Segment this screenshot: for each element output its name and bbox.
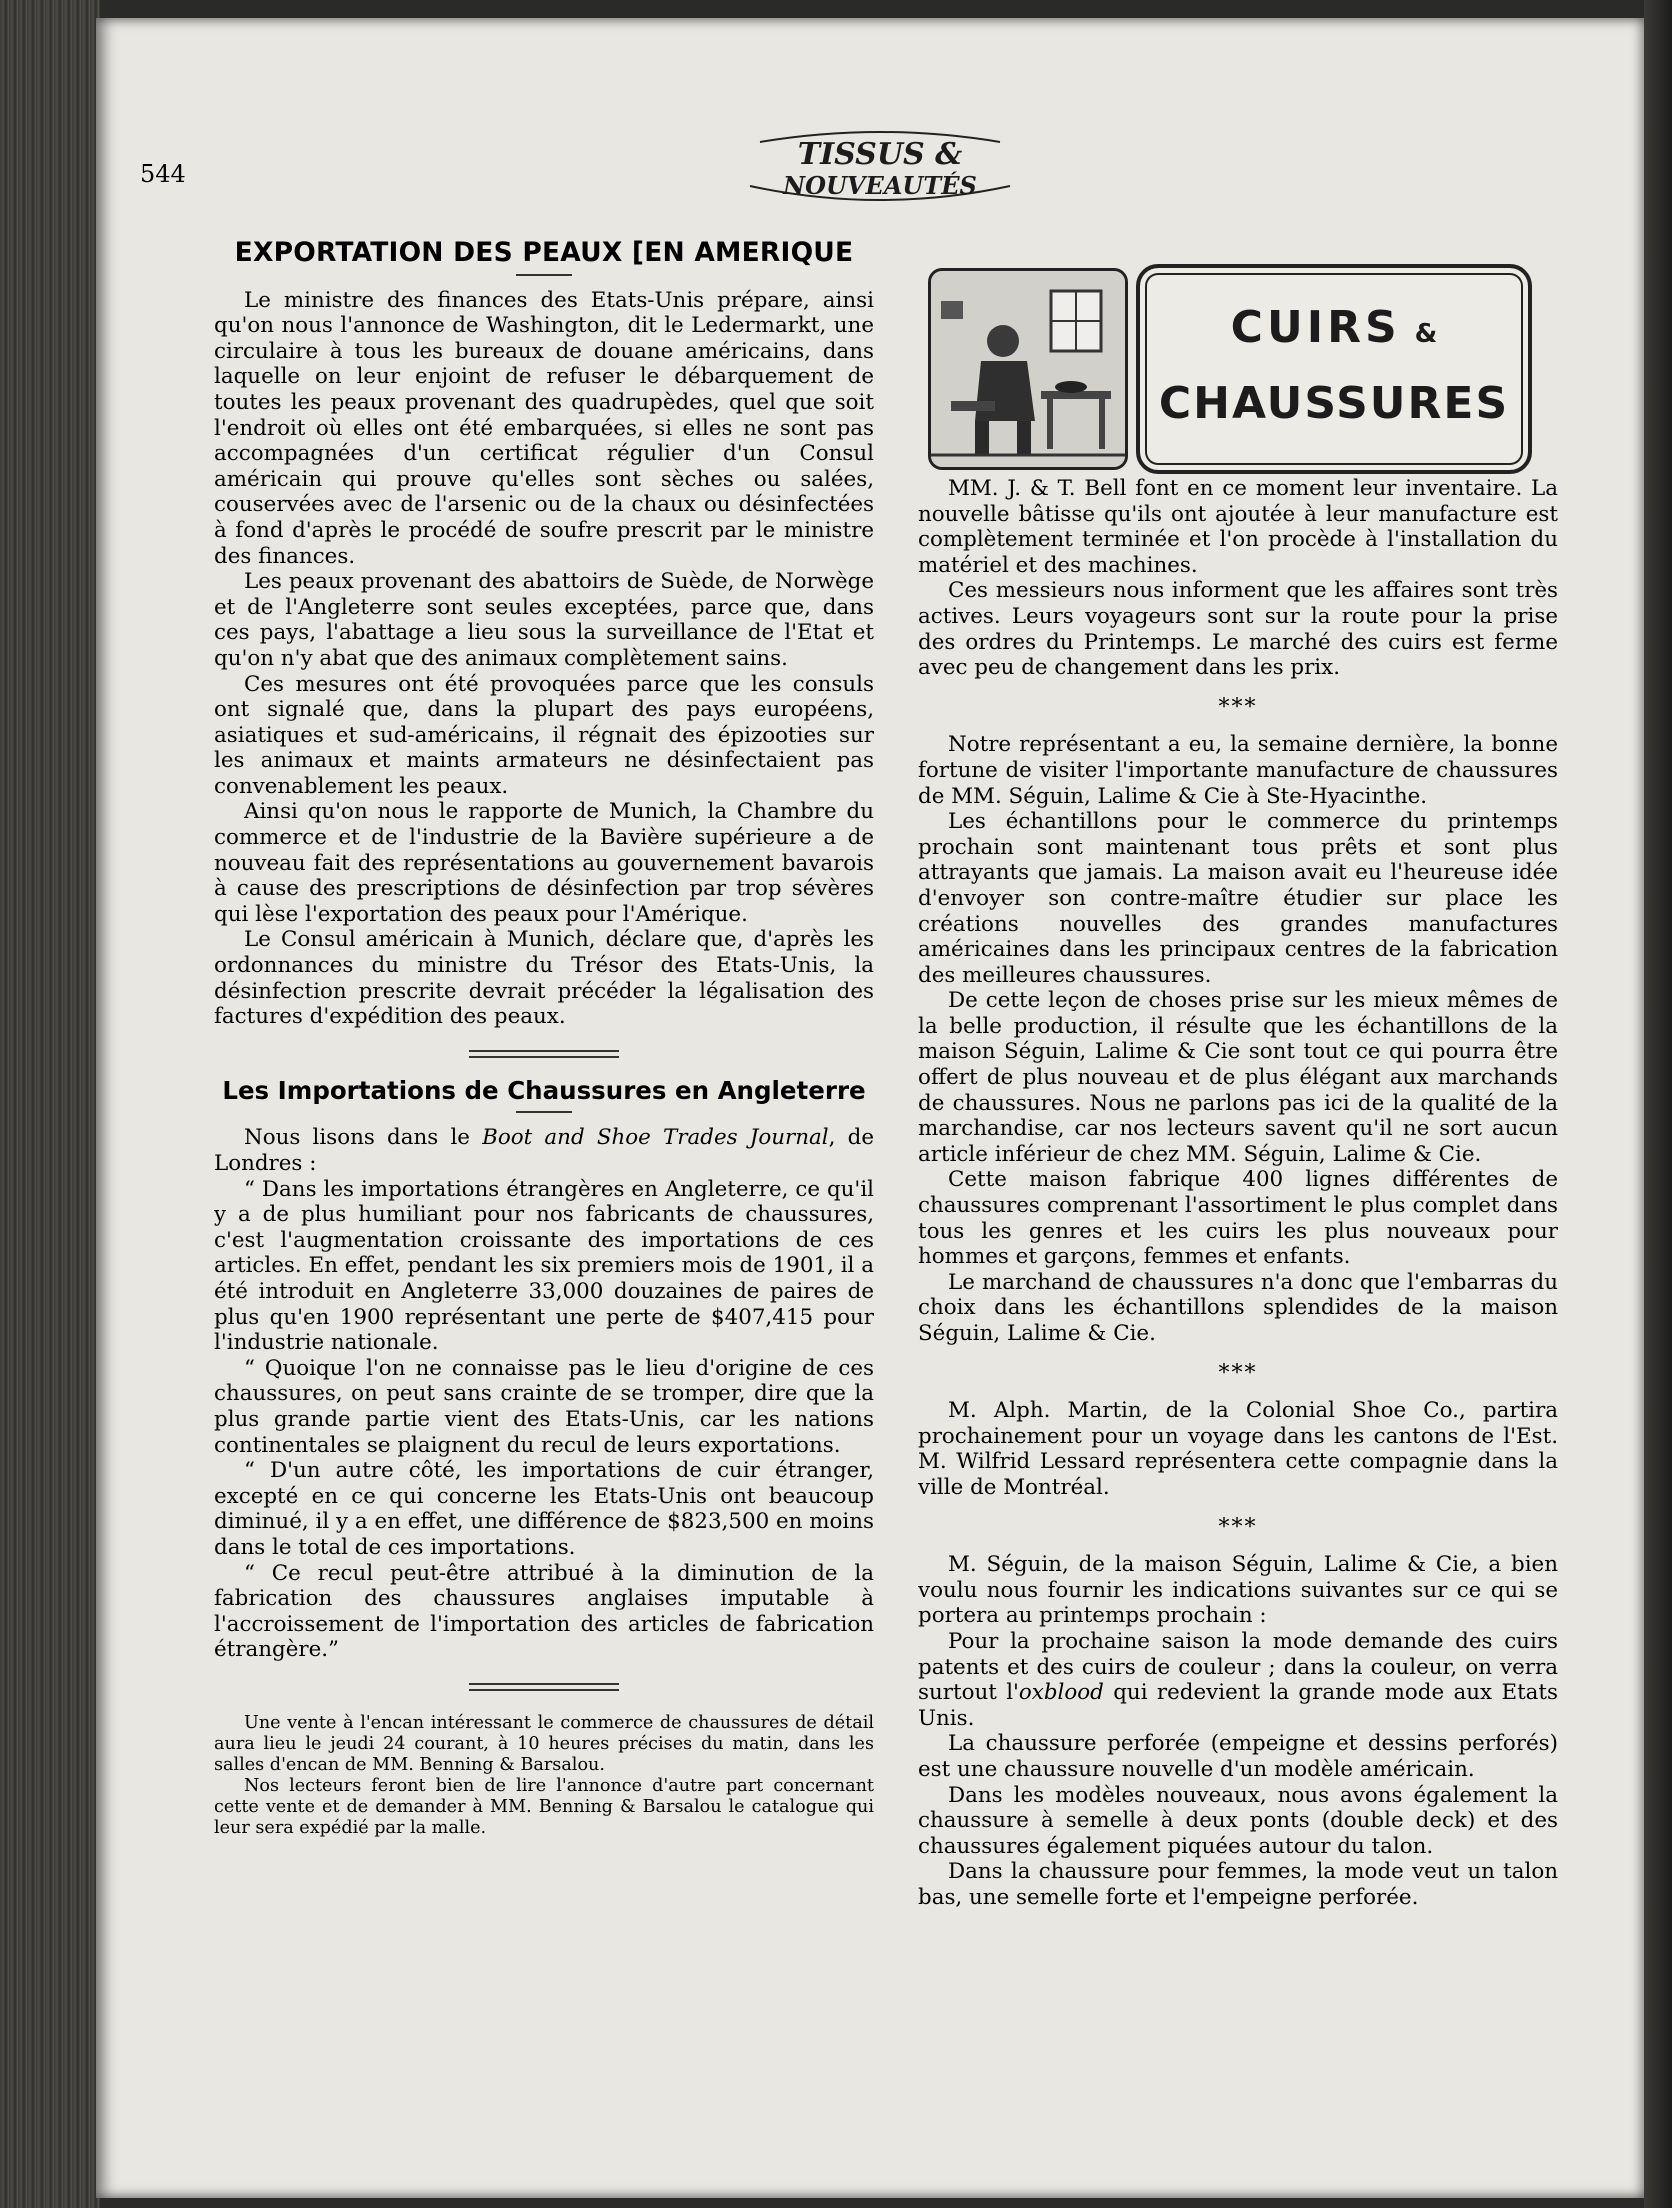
shoemaker-illustration xyxy=(928,268,1128,470)
notice-paragraph: Une vente à l'encan intéressant le commerce de chaussures de détail aura lieu le jeudi 24 courant, à 10 heures précises du matin, dans les salles d'encan de MM. Benning & Barsalou. xyxy=(214,1712,874,1775)
news-paragraph: Ces messieurs nous informent que les affaires sont très actives. Leurs voyageurs sont sur la route pour la prise des ordres du Printemps. Le marché des cuirs est ferme avec peu de changement dans les prix. xyxy=(918,578,1558,681)
news-paragraph: MM. J. & T. Bell font en ce moment leur inventaire. La nouvelle bâtisse qu'ils ont ajoutée à leur manufacture est complètement terminée et l'on procède à l'installation du matériel et des machines. xyxy=(918,476,1558,578)
article1-paragraph: Le ministre des finances des Etats-Unis prépare, ainsi qu'on nous l'annonce de Washington, dit le Ledermarkt, une circulaire à tous les bureaux de douane américains, dans laquelle on leur enjoint de refuser le débarquement de toutes les peaux provenant des quadrupèdes, quel que soit l'endroit où elles ont été embarquées, si elles ne sont pas accompagnées d'un certificat régulier d'un Consul américain qui prouve qu'elles sont sèches ou salées, couservées avec de l'arsenic ou de la chaux ou désinfectées à fond d'après le procédé de soufre prescrit par le ministre des finances. xyxy=(214,287,874,569)
auction-notice xyxy=(214,1713,874,1839)
article2-paragraph: “ D'un autre côté, les importations de cuir étranger, excepté en ce qui concerne les Etats-Unis ont beaucoup diminué, il y a en effet, une différence de $823,500 en moins dans le total de ces importations. xyxy=(214,1458,874,1560)
banner-word-cuirs: CUIRS xyxy=(1230,302,1401,353)
news-paragraph: De cette leçon de choses prise sur les mieux mêmes de la belle production, il résulte que les échantillons de la maison Séguin, Lalime & Cie sont tout ce qui pourra être offert de plus nouveau et de plus élégant aux marchands de chaussures. Nous ne parlons pas ici de la qualité de la marchandise, car nos lecteurs savent qu'il ne sort aucun article inférieur de chez MM. Séguin, Lalime & Cie. xyxy=(918,988,1558,1167)
news-paragraph: Le marchand de chaussures n'a donc que l'embarras du choix dans les échantillons splendides de la maison Séguin, Lalime & Cie. xyxy=(918,1269,1558,1346)
banner-ampersand: & xyxy=(1414,319,1438,349)
section-double-rule xyxy=(469,1050,619,1058)
news-paragraph-oxblood xyxy=(918,1629,1558,1731)
title-rule xyxy=(516,274,572,276)
banner-title-box xyxy=(1136,264,1532,474)
masthead-line1: TISSUS & xyxy=(797,137,963,172)
news-paragraph: La chaussure perforée (empeigne et dessins perforés) est une chaussure nouvelle d'un modèle américain. xyxy=(918,1731,1558,1782)
scan-right-edge xyxy=(1644,0,1672,2208)
intro-after: , de Londres : xyxy=(214,1125,874,1176)
news-paragraph: Notre représentant a eu, la semaine dernière, la bonne fortune de visiter l'importante manufacture de chaussures de MM. Séguin, Lalime & Cie à Ste-Hyacinthe. xyxy=(918,732,1558,809)
page-number: 544 xyxy=(140,160,186,188)
news-paragraph: M. Séguin, de la maison Séguin, Lalime & Cie, a bien voulu nous fournir les indications suivantes sur ce qui se portera au printemps prochain : xyxy=(918,1552,1558,1629)
masthead-line2: NOUVEAUTÉS xyxy=(783,171,977,200)
notice-paragraph: Nos lecteurs feront bien de lire l'annonce d'autre part concernant cette vente et de demander à MM. Benning & Barsalou le catalogue qui leur sera expédié par la malle. xyxy=(214,1775,874,1838)
article-title-export: EXPORTATION DES PEAUX [EN AMERIQUE xyxy=(234,237,854,268)
oxblood-word: oxblood xyxy=(1018,1680,1104,1706)
masthead-logo xyxy=(730,128,1030,208)
article1-paragraph: Ainsi qu'on nous le rapporte de Munich, la Chambre du commerce et de l'industrie de la Bavière supérieure a de nouveau fait des représentations au gouvernement bavarois à cause des prescriptions de désinfection par trop sévères qui lèse l'exportation des peaux pour l'Amérique. xyxy=(214,799,874,927)
news-paragraph: Dans les modèles nouveaux, nous avons également la chaussure à semelle à deux ponts (double deck) et des chaussures également piquées autour du talon. xyxy=(918,1782,1558,1859)
article-title-imports: Les Importations de Chaussures en Angleterre xyxy=(222,1075,866,1105)
news-paragraph: M. Alph. Martin, de la Colonial Shoe Co., partira prochainement pour un voyage dans les cantons de l'Est. M. Wilfrid Lessard représentera cette compagnie dans la ville de Montréal. xyxy=(918,1398,1558,1500)
article2-paragraph: “ Ce recul peut-être attribué à la diminution de la fabrication des chaussures anglaises imputable à l'accroissement de l'importation des articles de fabrication étrangère.” xyxy=(214,1560,874,1663)
left-column xyxy=(214,237,874,1839)
book-spine-edge xyxy=(0,0,100,2208)
right-column xyxy=(918,476,1558,1910)
banner-title-line2: CHAUSSURES xyxy=(1158,378,1510,429)
title-rule xyxy=(516,1111,572,1113)
article2-intro xyxy=(214,1125,874,1176)
news-paragraph: Cette maison fabrique 400 lignes différentes de chaussures comprenant l'assortiment le plus complet dans tous les genres et les cuirs les plus nouveaux pour hommes et garçons, femmes et enfants. xyxy=(918,1167,1558,1270)
article2-paragraph: “ Quoique l'on ne connaisse pas le lieu d'origine de ces chaussures, on peut sans crainte de se tromper, dire que la plus grande partie vient des Etats-Unis, car les nations continentales se plaignent du recul de leurs exportations. xyxy=(214,1355,874,1458)
journal-name: Boot and Shoe Trades Journal xyxy=(482,1125,829,1151)
banner-title-line1 xyxy=(1140,302,1528,353)
article1-paragraph: Ces mesures ont été provoquées parce que les consuls ont signalé que, dans la plupart des pays européens, asiatiques et sud-américains, il régnait des épizooties sur les animaux et maints armateurs ne désinfectaient pas convenablement les peaux. xyxy=(214,671,874,799)
cuirs-chaussures-banner xyxy=(928,264,1528,472)
article2-paragraph: “ Dans les importations étrangères en Angleterre, ce qu'il y a de plus humiliant pour nos fabricants de chaussures, c'est l'augmentation croissante des importations de ces articles. En effet, pendant les six premiers mois de 1901, il a été introduit en Angleterre 33,000 douzaines de paires de plus qu'en 1900 représentant une perte de $407,415 pour l'industrie nationale. xyxy=(214,1176,874,1356)
asterism-separator: *** xyxy=(1218,694,1258,720)
section-double-rule xyxy=(469,1683,619,1691)
oxblood-before: Pour la prochaine saison la mode demande des cuirs patents et des cuirs de couleur ; dans la couleur, on verra surtout l' xyxy=(918,1628,1558,1706)
news-paragraph: Les échantillons pour le commerce du printemps prochain sont maintenant tous prêts et sont plus attrayants que jamais. La maison avait eu l'heureuse idée d'envoyer son contre-maître étudier sur place les créations nouvelles des grandes manufactures américaines dans les principaux centres de la fabrication des meilleures chaussures. xyxy=(918,809,1558,988)
article1-paragraph: Le Consul américain à Munich, déclare que, d'après les ordonnances du ministre du Trésor des Etats-Unis, la désinfection prescrite devrait précéder la légalisation des factures d'expédition des peaux. xyxy=(214,927,874,1030)
intro-before: Nous lisons dans le xyxy=(244,1125,483,1151)
news-paragraph: Dans la chaussure pour femmes, la mode veut un talon bas, une semelle forte et l'empeigne perforée. xyxy=(918,1859,1558,1910)
asterism-separator: *** xyxy=(1218,1514,1258,1540)
article1-paragraph: Les peaux provenant des abattoirs de Suède, de Norwège et de l'Angleterre sont seules exceptées, parce que, dans ces pays, l'abattage a lieu sous la surveillance de l'Etat et qu'on n'y abat que des animaux complètement sains. xyxy=(214,569,874,671)
oxblood-after: qui redevient la grande mode aux Etats Unis. xyxy=(918,1680,1558,1731)
asterism-separator: *** xyxy=(1218,1360,1258,1386)
